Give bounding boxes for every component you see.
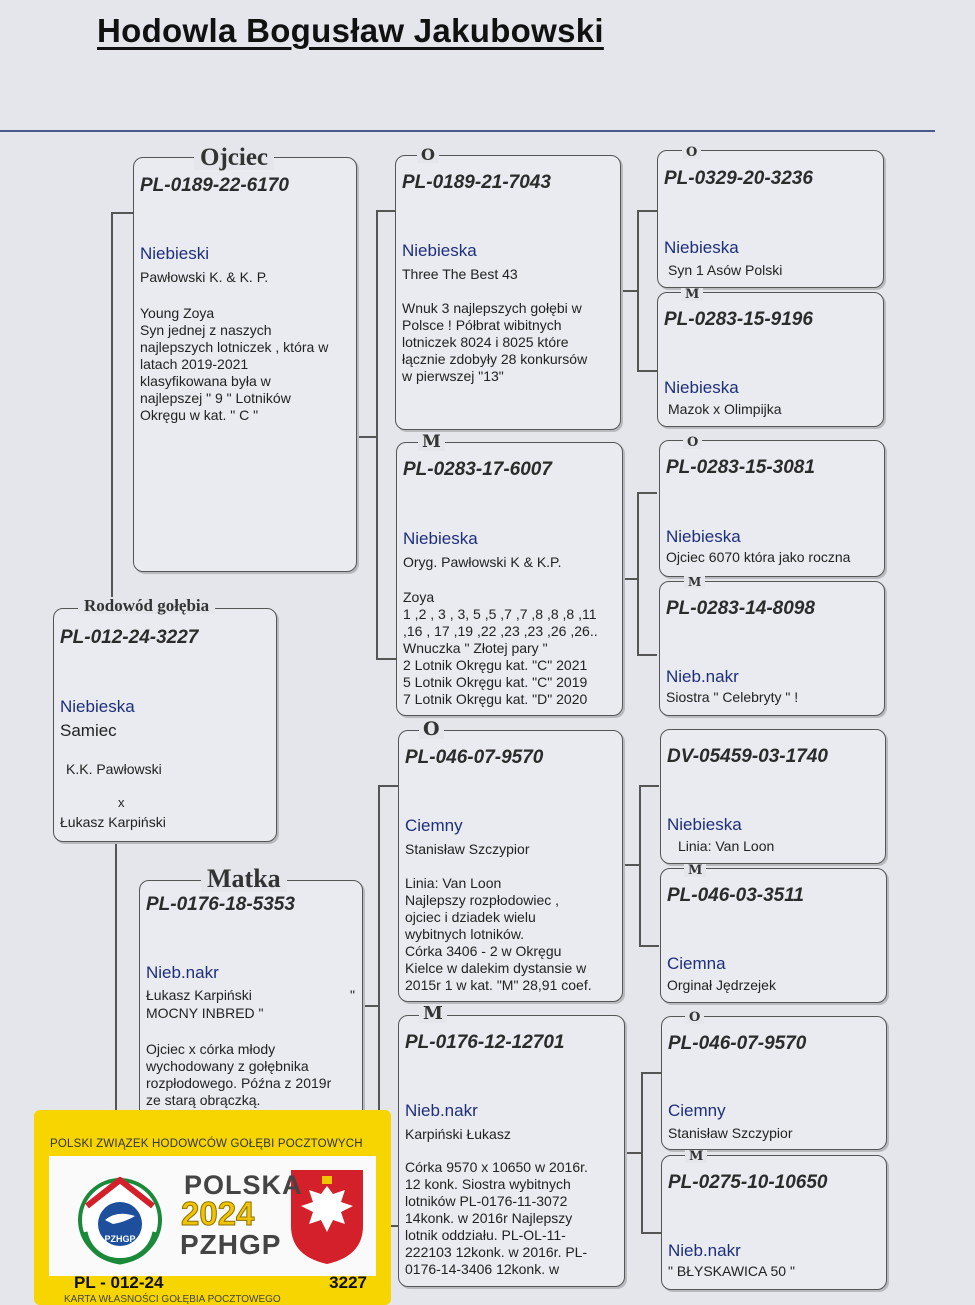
ff-description: Wnuk 3 najlepszych gołębi w Polsce ! Półbrat wibitnych lotniczek 8024 i 8025 które łącznie zdobyły 28 konkursów w pierwszej "13" <box>402 300 588 384</box>
mother-ring-number: PL-0176-18-5353 <box>146 894 295 915</box>
card-year: 2024 <box>181 1195 255 1232</box>
mmm-line: " BŁYSKAWICA 50 " <box>668 1263 795 1279</box>
ff-ring-number: PL-0189-21-7043 <box>402 172 551 193</box>
mf-color: Ciemny <box>405 816 463 835</box>
fff-line: Syn 1 Asów Polski <box>668 262 783 278</box>
connector-mf <box>378 785 398 787</box>
page-title: Hodowla Bogusław Jakubowski <box>97 12 604 49</box>
fmm-box <box>659 581 885 716</box>
mfm-ring-number: PL-046-03-3511 <box>667 885 804 906</box>
father-ring-number: PL-0189-22-6170 <box>140 175 289 196</box>
mother-box <box>139 880 363 1132</box>
father-description: Young Zoya Syn jednej z naszych najlepszych lotniczek , która w latach 2019-2021 klasyfikowana była w najlepszej " 9 " Lotników Okręgu w kat. " C " <box>140 305 329 423</box>
fmm-color: Nieb.nakr <box>666 667 739 686</box>
fm-box <box>396 442 623 716</box>
mmf-ring-number: PL-046-07-9570 <box>668 1033 807 1054</box>
connector-fm-out <box>621 578 637 580</box>
connector-mmf <box>641 1072 661 1074</box>
ff-line: Three The Best 43 <box>402 266 518 282</box>
pzhgp-logo-icon <box>65 1162 175 1272</box>
mmf-box <box>661 1016 887 1150</box>
fmf-line: Ojciec 6070 która jako roczna <box>666 549 851 565</box>
connector-mf-out <box>621 864 639 866</box>
mmm-color: Nieb.nakr <box>668 1241 741 1260</box>
father-color: Niebieski <box>140 244 209 263</box>
fm-mark: M <box>418 434 445 451</box>
connector-ffm <box>637 370 657 372</box>
fmf-mark: O <box>683 436 702 449</box>
mff-color: Niebieska <box>667 815 742 834</box>
connector-father-branch <box>376 210 378 658</box>
father-breeder: Pawłowski K. & K. P. <box>140 269 269 285</box>
mff-ring-number: DV-05459-03-1740 <box>667 746 828 767</box>
connector-mm-out <box>623 1152 641 1154</box>
mf-box <box>398 730 623 1002</box>
mfm-color: Ciemna <box>667 954 726 973</box>
ff-color: Niebieska <box>402 241 477 260</box>
mm-color: Nieb.nakr <box>405 1101 478 1120</box>
ownership-card <box>34 1110 391 1305</box>
ffm-color: Niebieska <box>664 378 739 397</box>
main-pigeon-box <box>53 608 277 842</box>
fmm-ring-number: PL-0283-14-8098 <box>666 598 815 619</box>
mm-description: Córka 9570 x 10650 w 2016r. 12 konk. Siostra wybitnych lotników PL-0176-11-3072 14konk. w 2016r Najlepszy lotnik oddziału. PL-OL-11- 222103 12konk. w 2016r. PL- 0176-14-3406 12konk. w <box>405 1159 588 1277</box>
connector-fff <box>637 210 657 212</box>
mmf-color: Ciemny <box>668 1101 726 1120</box>
mother-color: Nieb.nakr <box>146 963 219 982</box>
mother-line2: MOCNY INBRED " <box>146 1005 264 1021</box>
connector-mfm <box>639 945 659 947</box>
card-ring-left: PL - 012-24 <box>74 1273 164 1292</box>
connector-ff-out <box>619 290 637 292</box>
connector-mff <box>639 785 659 787</box>
connector-mother-out <box>361 1005 378 1007</box>
fmm-line: Siostra " Celebryty " ! <box>666 689 799 705</box>
mm-line: Karpiński Łukasz <box>405 1126 511 1142</box>
ffm-box <box>657 292 884 427</box>
connector-fmf <box>637 492 657 494</box>
mother-breeder: Łukasz Karpiński <box>146 987 252 1003</box>
mm-box <box>398 1015 625 1287</box>
mother-description: Ojciec x córka młody wychodowany z gołębnika rozpłodowego. Późna z 2019r ze starą obrączką. <box>146 1041 332 1108</box>
mfm-box <box>660 868 887 1003</box>
main-breeder-1: K.K. Pawłowski <box>66 761 162 777</box>
card-org-name: POLSKI ZWIĄZEK HODOWCÓW GOŁĘBI POCZTOWYCH <box>50 1138 363 1150</box>
connector-fmm <box>637 654 657 656</box>
mf-description: Linia: Van Loon Najlepszy rozpłodowiec , ojciec i dziadek wielu wybitnych lotników. Córka 3406 - 2 w Okręgu Kielce w dalekim dystansie w 2015r 1 w kat. "M" 28,91 coef. <box>405 875 592 993</box>
connector-father-out <box>356 436 376 438</box>
card-caption: KARTA WŁASNOŚCI GOŁĘBIA POCZTOWEGO <box>64 1294 281 1305</box>
connector-tree-main-lower <box>115 840 117 1110</box>
mfm-line: Orginał Jędrzejek <box>667 977 776 993</box>
main-sex: Samiec <box>60 721 117 740</box>
mmf-line: Stanisław Szczypior <box>668 1125 793 1141</box>
connector-tree-main <box>111 212 113 612</box>
fmf-color: Niebieska <box>666 527 741 546</box>
fm-color: Niebieska <box>403 529 478 548</box>
father-box <box>133 157 357 572</box>
mff-box <box>660 729 886 864</box>
card-abbr: PZHGP <box>180 1229 282 1260</box>
mf-ring-number: PL-046-07-9570 <box>405 747 544 768</box>
connector-mf-branch <box>639 785 641 945</box>
mf-mark: O <box>419 720 444 739</box>
mmm-mark: M <box>685 1150 707 1163</box>
ffm-mark: M <box>681 288 703 301</box>
fm-ring-number: PL-0283-17-6007 <box>403 459 552 480</box>
fmm-mark: M <box>684 576 705 588</box>
mf-line: Stanisław Szczypior <box>405 841 530 857</box>
mfm-mark: M <box>684 864 706 877</box>
mmm-box <box>661 1155 887 1290</box>
connector-to-father <box>111 212 135 214</box>
mother-quote: " <box>350 987 355 1003</box>
ffm-line: Mazok x Olimpijka <box>668 401 782 417</box>
ffm-ring-number: PL-0283-15-9196 <box>664 309 813 330</box>
fff-ring-number: PL-0329-20-3236 <box>664 168 813 189</box>
connector-mmm <box>641 1232 661 1234</box>
fff-color: Niebieska <box>664 238 739 257</box>
pzhgp-logo-text: PZHGP <box>104 1234 136 1244</box>
main-ring-number: PL-012-24-3227 <box>60 627 199 648</box>
ff-mark: O <box>417 147 439 163</box>
connector-ff-branch <box>637 210 639 370</box>
connector-ff <box>376 210 396 212</box>
connector-mm-branch <box>641 1072 643 1232</box>
connector-fm-branch <box>637 492 639 654</box>
main-x: x <box>118 795 125 810</box>
fff-mark: O <box>682 146 701 159</box>
ff-box <box>395 155 621 430</box>
fm-line: Oryg. Pawłowski K & K.P. <box>403 554 562 570</box>
connector-fm <box>376 658 396 660</box>
header-rule <box>0 130 935 132</box>
main-breeder-2: Łukasz Karpiński <box>60 814 166 830</box>
pedigree-heading: Rodowód gołębia <box>78 597 215 614</box>
card-ring-right: 3227 <box>329 1273 367 1292</box>
father-heading: Ojciec <box>194 145 274 170</box>
main-color: Niebieska <box>60 697 135 716</box>
mmf-mark: O <box>685 1011 704 1024</box>
mother-heading: Matka <box>201 866 287 892</box>
fff-box <box>657 150 884 288</box>
fmf-box <box>659 440 885 577</box>
fmf-ring-number: PL-0283-15-3081 <box>666 457 815 478</box>
mm-ring-number: PL-0176-12-12701 <box>405 1032 565 1053</box>
mmm-ring-number: PL-0275-10-10650 <box>668 1172 828 1193</box>
fm-description: Zoya 1 ,2 , 3 , 3, 5 ,5 ,7 ,7 ,8 ,8 ,8 ,11 ,16 , 17 ,19 ,22 ,23 ,23 ,26 ,26.. Wnuczka " Złotej pary " 2 Lotnik Okręgu kat. "C" 2021 5 Lotnik Okręgu kat. "C" 2019 7 Lotnik Okręgu kat. "D" 2020 <box>403 589 598 707</box>
mm-mark: M <box>419 1005 447 1023</box>
card-country: POLSKA <box>184 1170 303 1200</box>
mff-line: Linia: Van Loon <box>678 838 775 854</box>
